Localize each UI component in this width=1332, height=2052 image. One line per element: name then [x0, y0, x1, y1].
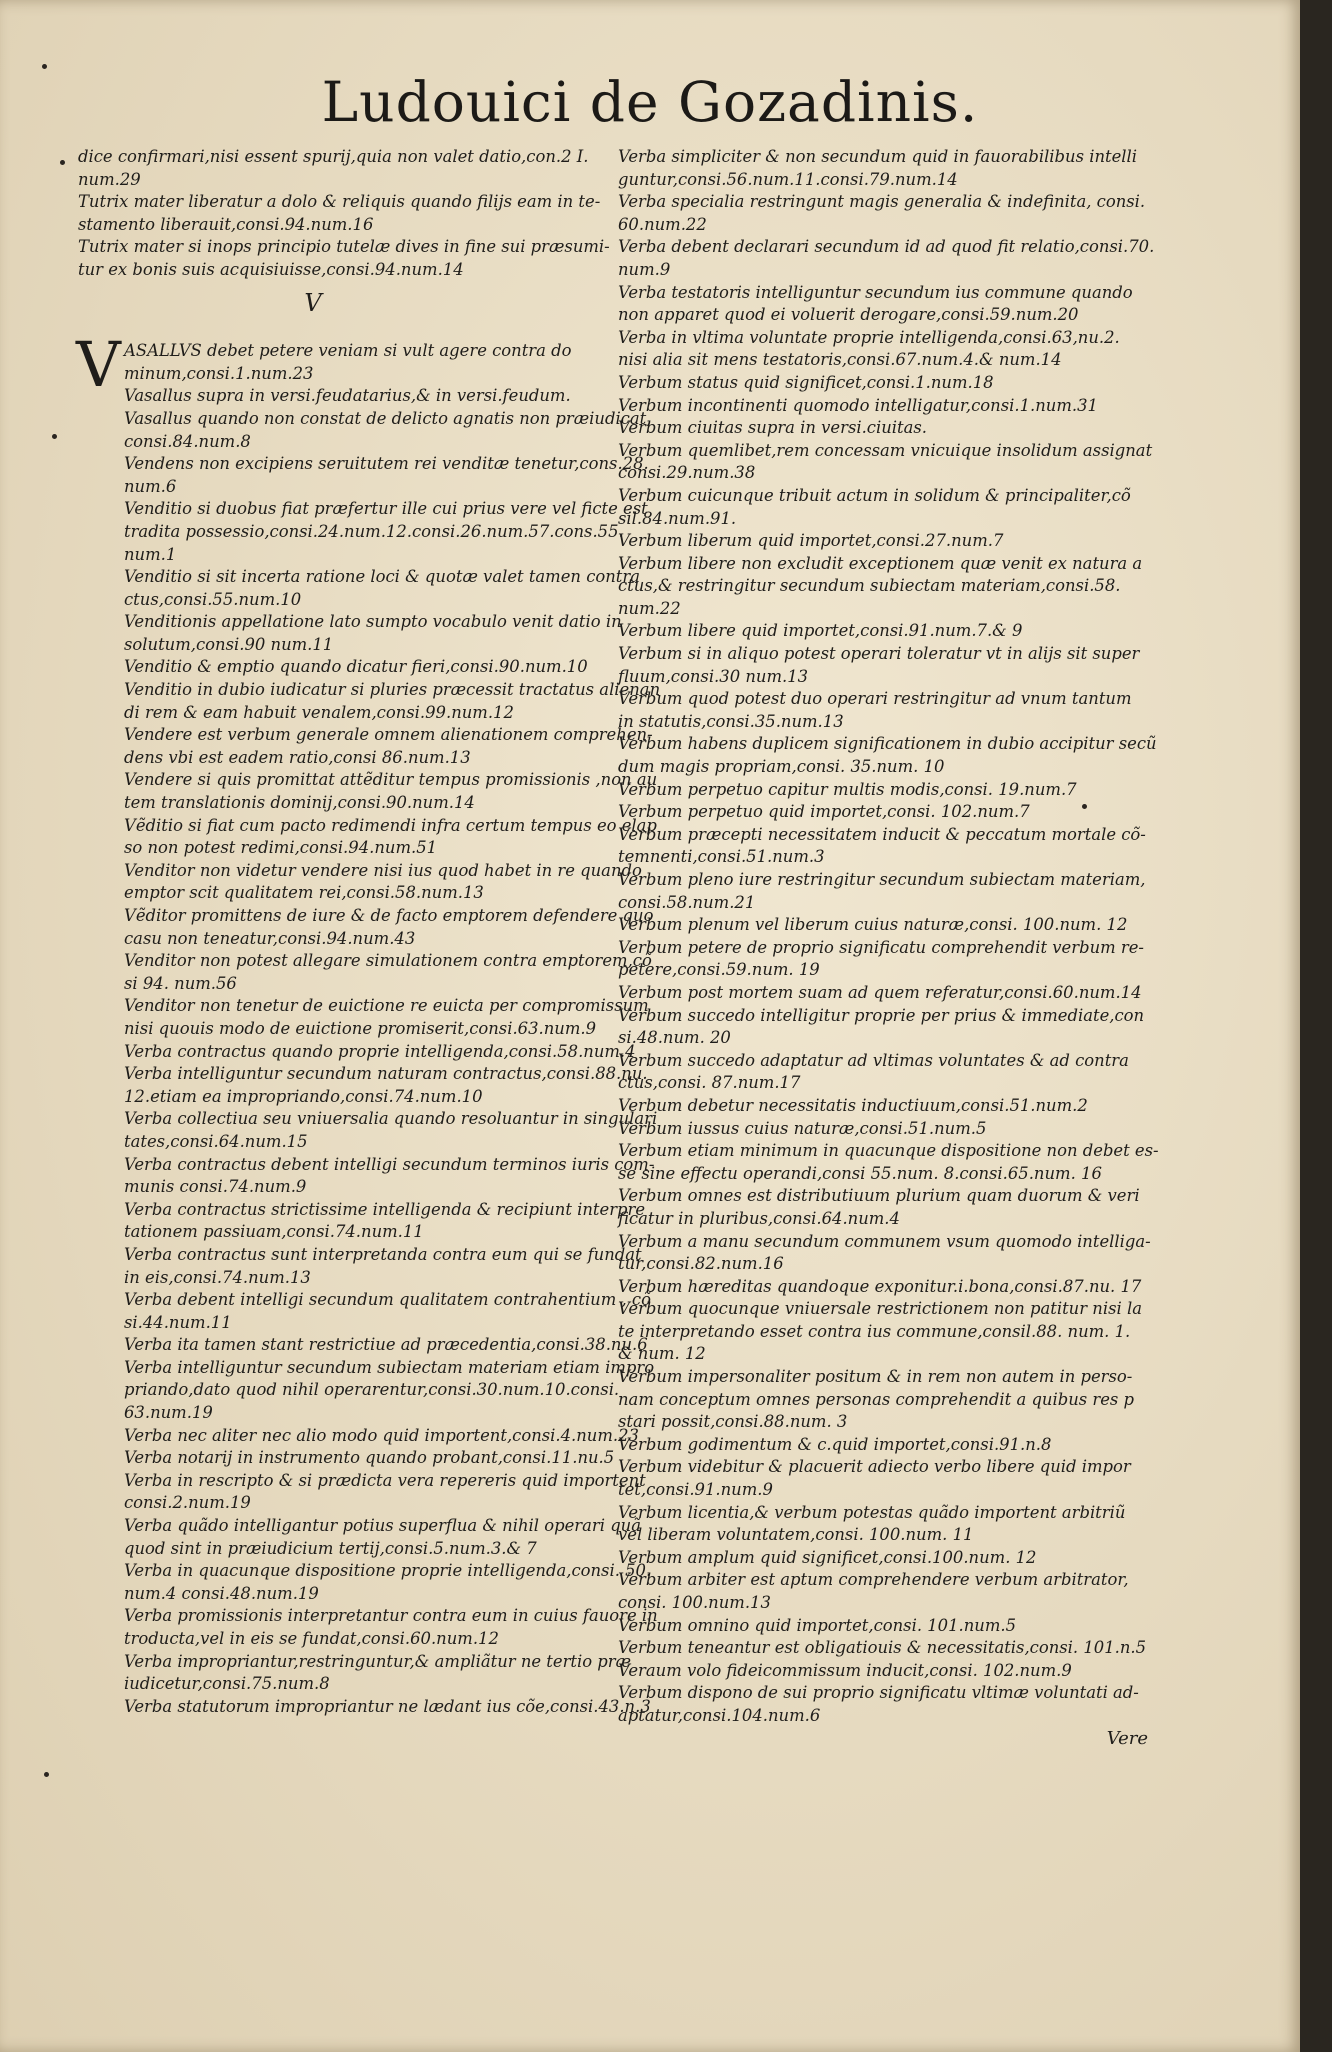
- index-line: Verba contractus debent intelligi secundum terminos iuris com-: [124, 1154, 655, 1174]
- index-line: Verbum quocunque vniuersale restrictionem non patitur nisi la: [618, 1299, 1142, 1319]
- index-line: Verbum arbiter est aptum comprehendere verbum arbitrator,: [618, 1570, 1129, 1590]
- index-line: Verbum impersonaliter positum & in rem non autem in perso-: [618, 1367, 1133, 1387]
- index-line: Veraum volo fideicommissum inducit,consi. 102.num.9: [618, 1660, 1072, 1680]
- index-line: Verba specialia restringunt magis generalia & indefinita, consi.: [618, 192, 1146, 212]
- running-head: Ludouici de Gozadinis.: [321, 70, 979, 134]
- index-line: ctus,consi.55.num.10: [124, 589, 302, 609]
- index-line: troducta,vel in eis se fundat,consi.60.num.12: [124, 1629, 499, 1648]
- index-line: tates,consi.64.num.15: [124, 1131, 308, 1151]
- index-line: Verba intelliguntur secundum subiectam materiam etiam impro: [124, 1357, 655, 1377]
- index-line: te interpretando esset contra ius commune,consil.88. num. 1.: [618, 1321, 1131, 1341]
- index-line: Verbum libere quid importet,consi.91.num.7.& 9: [618, 621, 1023, 641]
- index-line: Verba quãdo intelligantur potius superflua & nihil operari quã: [124, 1516, 642, 1536]
- index-line: Tutrix mater liberatur a dolo & reliquis quando filijs eam in te-: [78, 192, 601, 212]
- index-line: Verba notarij in instrumento quando probant,consi.11.nu.5: [124, 1448, 615, 1468]
- index-line: fluum,consi.30 num.13: [618, 666, 809, 686]
- index-line: num.22: [618, 598, 681, 618]
- index-line: tationem passiuam,consi.74.num.11: [124, 1222, 424, 1242]
- index-line: in statutis,consi.35.num.13: [618, 711, 844, 731]
- index-line: minum,consi.1.num.23: [124, 363, 314, 383]
- index-line: tur,consi.82.num.16: [618, 1254, 784, 1274]
- right-column: [618, 146, 1158, 1750]
- index-line: Vasallus supra in versi.feudatarius,& in versi.feudum.: [124, 386, 571, 406]
- index-line: tradita possessio,consi.24.num.12.consi.26.num.57.cons.55.: [124, 521, 624, 541]
- index-line: quod sint in præiudicium tertij,consi.5.num.3.& 7: [124, 1538, 537, 1558]
- index-line: Verba simpliciter & non secundum quid in fauorabilibus intelli: [618, 147, 1138, 166]
- index-line: Verbum succedo adaptatur ad vltimas voluntates & ad contra: [618, 1050, 1129, 1070]
- index-line: Verbum debetur necessitatis inductiuum,consi.51.num.2: [618, 1095, 1088, 1115]
- index-line: consi.2.num.19: [124, 1493, 251, 1513]
- index-line: Verbum post mortem suam ad quem referatur,consi.60.num.14: [618, 982, 1142, 1002]
- index-line: in eis,consi.74.num.13: [124, 1267, 311, 1287]
- index-line: Verba intelliguntur secundum naturam contractus,consi.88.nu.: [124, 1064, 648, 1084]
- index-line: Verba nec aliter nec alio modo quid importent,consi.4.num.23: [124, 1425, 639, 1445]
- index-line: priando,dato quod nihil operarentur,consi.30.num.10.consi.: [124, 1380, 620, 1400]
- index-line: Verba debent intelligi secundum qualitatem contrahentium , cõ: [124, 1290, 651, 1310]
- index-line: Verba ita tamen stant restrictiue ad præcedentia,consi.38.nu.6: [124, 1335, 648, 1355]
- index-line: so non potest redimi,consi.94.num.51: [124, 838, 438, 858]
- index-line: & num. 12: [618, 1344, 706, 1364]
- index-line: sil.84.num.91.: [618, 508, 737, 528]
- ink-speck: [60, 160, 65, 165]
- index-line: consi. 100.num.13: [618, 1593, 771, 1612]
- index-line: nam conceptum omnes personas comprehendit a quibus res p: [618, 1389, 1135, 1409]
- index-line: tet,consi.91.num.9: [618, 1480, 773, 1500]
- index-line: temnenti,consi.51.num.3: [618, 847, 825, 867]
- index-line: Vendens non excipiens seruitutem rei venditæ tenetur,cons.28.: [124, 454, 649, 474]
- index-line: Verba statutorum impropriantur ne lædant ius cõe,consi.43.n.3: [124, 1696, 651, 1716]
- index-line: Verba in rescripto & si prædicta vera repereris quid importent: [124, 1470, 646, 1490]
- drop-cap: V: [76, 328, 121, 402]
- index-line: si 94. num.56: [124, 973, 237, 993]
- index-line: stari possit,consi.88.num. 3: [618, 1412, 848, 1432]
- index-line: nisi alia sit mens testatoris,consi.67.num.4.& num.14: [618, 350, 1062, 370]
- index-line: ctus,& restringitur secundum subiectam materiam,consi.58.: [618, 576, 1121, 596]
- index-line: consi.84.num.8: [124, 431, 251, 451]
- index-line: Verba promissionis interpretantur contra eum in cuius fauore in: [124, 1606, 658, 1626]
- index-line: Verbum succedo intelligitur proprie per prius & immediate,con: [618, 1005, 1145, 1025]
- index-line: 63.num.19: [124, 1403, 213, 1423]
- ink-speck: [44, 1772, 49, 1777]
- index-line: Venditio & emptio quando dicatur fieri,consi.90.num.10: [124, 657, 588, 677]
- index-line: ficatur in pluribus,consi.64.num.4: [618, 1208, 900, 1228]
- index-line: Verba impropriantur,restringuntur,& ampliãtur ne tertio præ: [124, 1651, 632, 1671]
- index-line: Vasallus quando non constat de delicto agnatis non præiudicat,: [124, 408, 652, 428]
- index-line: Verbum omnino quid importet,consi. 101.num.5: [618, 1615, 1017, 1635]
- index-line: Verba contractus strictissime intelligenda & recipiunt interpre: [124, 1199, 646, 1219]
- index-line: vel liberam voluntatem,consi. 100.num. 11: [618, 1525, 974, 1545]
- index-line: Verbum status quid significet,consi.1.num.18: [618, 372, 994, 392]
- index-line: di rem & eam habuit venalem,consi.99.num.12: [124, 702, 514, 722]
- index-line: Vendere si quis promittat attẽditur tempus promissionis ,non au: [124, 770, 658, 790]
- index-line: iudicetur,consi.75.num.8: [124, 1674, 330, 1694]
- index-line: aptatur,consi.104.num.6: [618, 1705, 821, 1725]
- index-line: Verba debent declarari secundum id ad quod fit relatio,consi.70.: [618, 237, 1155, 257]
- index-line: 60.num.22: [618, 214, 707, 234]
- index-line: stamento liberauit,consi.94.num.16: [78, 214, 374, 234]
- index-line: Verbum godimentum & c.quid importet,consi.91.n.8: [618, 1434, 1052, 1454]
- section-letter: V: [304, 288, 322, 317]
- index-line: Verbum quemlibet,rem concessam vnicuique insolidum assignat: [618, 440, 1153, 460]
- index-line: Verbum omnes est distributiuum plurium quam duorum & veri: [618, 1186, 1140, 1206]
- index-line: tur ex bonis suis acquisiuisse,consi.94.num.14: [78, 259, 464, 279]
- right-entries: [618, 146, 1158, 1728]
- ink-speck: [1082, 804, 1087, 809]
- index-line: Verbum liberum quid importet,consi.27.num.7: [618, 531, 1004, 551]
- index-line: Verbum pleno iure restringitur secundum subiectam materiam,: [618, 870, 1146, 889]
- index-line: Verbum hæreditas quandoque exponitur.i.bona,consi.87.nu. 17: [618, 1276, 1142, 1296]
- index-line: ASALLVS debet petere veniam si vult agere contra do: [124, 341, 572, 361]
- index-line: si.44.num.11: [124, 1312, 232, 1332]
- ink-speck: [52, 434, 57, 439]
- index-line: nisi quouis modo de euictione promiserit,consi.63.num.9: [124, 1018, 597, 1038]
- index-line: consi.29.num.38: [618, 463, 756, 483]
- index-line: Verbum dispono de sui proprio significatu vltimæ voluntati ad-: [618, 1683, 1139, 1703]
- index-line: si.48.num. 20: [618, 1028, 731, 1048]
- index-line: munis consi.74.num.9: [124, 1177, 307, 1197]
- index-line: Verba contractus sunt interpretanda contra eum qui se fundat: [124, 1244, 642, 1264]
- index-line: casu non teneatur,consi.94.num.43: [124, 928, 416, 948]
- index-line: dens vbi est eadem ratio,consi 86.num.13: [124, 747, 471, 767]
- index-line: Verbum ciuitas supra in versi.ciuitas.: [618, 418, 928, 438]
- index-line: Verbum iussus cuius naturæ,consi.51.num.5: [618, 1118, 987, 1138]
- index-line: num.6: [124, 476, 177, 496]
- index-line: num.9: [618, 259, 671, 279]
- index-line: Venditor non tenetur de euictione re euicta per compromissum: [124, 996, 649, 1016]
- index-line: Venditio si duobus fiat præfertur ille cui prius vere vel ficte est: [124, 499, 648, 519]
- index-line: Verbum plenum vel liberum cuius naturæ,consi. 100.num. 12: [618, 915, 1128, 935]
- catchword: Vere: [1106, 1727, 1148, 1749]
- index-line: Venditio si sit incerta ratione loci & quotæ valet tamen contra: [124, 567, 640, 587]
- left-entries-top: [78, 146, 608, 282]
- ink-speck: [42, 64, 47, 69]
- index-line: Verba testatoris intelliguntur secundum ius commune quando: [618, 282, 1133, 302]
- index-line: ctus,consi. 87.num.17: [618, 1073, 801, 1093]
- index-line: Verbum quod potest duo operari restringitur ad vnum tantum: [618, 689, 1132, 709]
- index-line: num.29: [78, 169, 141, 189]
- index-line: petere,consi.59.num. 19: [618, 960, 820, 980]
- index-line: Verba contractus quando proprie intelligenda,consi.58.num.4: [124, 1041, 636, 1061]
- index-line: Verba collectiua seu vniuersalia quando resoluantur in singulari: [124, 1109, 658, 1129]
- index-line: num.1: [124, 544, 177, 564]
- index-line: Venditor non videtur vendere nisi ius quod habet in re quando: [124, 860, 642, 880]
- index-line: Verbum libere non excludit exceptionem quæ venit ex natura a: [618, 553, 1143, 573]
- index-line: Verba in vltima voluntate proprie intelligenda,consi.63,nu.2.: [618, 327, 1120, 347]
- index-line: Verba in quacunque dispositione proprie intelligenda,consi. 50.: [124, 1561, 652, 1581]
- index-line: Verbum cuicunque tribuit actum in solidum & principaliter,cõ: [618, 485, 1131, 505]
- page-edge: [1300, 0, 1332, 2052]
- index-line: consi.58.num.21: [618, 892, 756, 912]
- index-line: Vendere est verbum generale omnem alienationem comprehen-: [124, 725, 653, 745]
- index-line: non apparet quod ei voluerit derogare,consi.59.num.20: [618, 305, 1079, 325]
- index-line: Verbum petere de proprio significatu comprehendit verbum re-: [618, 937, 1144, 957]
- index-line: Vẽditor promittens de iure & de facto emptorem defendere quo: [124, 906, 654, 925]
- index-line: Venditio in dubio iudicatur si pluries præcessit tractatus alienan: [124, 680, 661, 700]
- index-line: Verbum perpetuo capitur multis modis,consi. 19.num.7: [618, 779, 1077, 799]
- index-line: num.4 consi.48.num.19: [124, 1583, 319, 1603]
- index-line: Verbum licentia,& verbum potestas quãdo importent arbitriũ: [618, 1502, 1126, 1522]
- index-line: dice confirmari,nisi essent spurij,quia non valet datio,con.2 I.: [78, 147, 589, 166]
- index-line: emptor scit qualitatem rei,consi.58.num.13: [124, 883, 484, 903]
- index-line: Verbum perpetuo quid importet,consi. 102.num.7: [618, 802, 1030, 822]
- index-line: Verbum si in aliquo potest operari toleratur vt in alijs sit super: [618, 644, 1140, 664]
- index-line: Verbum teneantur est obligatiouis & necessitatis,consi. 101.n.5: [618, 1638, 1147, 1658]
- index-line: guntur,consi.56.num.11.consi.79.num.14: [618, 169, 958, 189]
- index-line: Venditionis appellatione lato sumpto vocabulo venit datio in: [124, 612, 622, 632]
- index-line: Tutrix mater si inops principio tutelæ dives in fine sui præsumi-: [78, 237, 610, 257]
- index-line: se sine effectu operandi,consi 55.num. 8.consi.65.num. 16: [618, 1163, 1102, 1183]
- index-line: Verbum præcepti necessitatem inducit & peccatum mortale cõ-: [618, 824, 1146, 844]
- index-line: Verbum a manu secundum communem vsum quomodo intelliga-: [618, 1231, 1151, 1251]
- index-line: Verbum etiam minimum in quacunque dispositione non debet es-: [618, 1141, 1159, 1161]
- index-line: dum magis propriam,consi. 35.num. 10: [618, 757, 945, 777]
- index-line: Vẽditio si fiat cum pacto redimendi infra certum tempus eo elap: [124, 815, 657, 835]
- index-line: Venditor non potest allegare simulationem contra emptorem,cõ: [124, 951, 652, 971]
- index-line: Verbum amplum quid significet,consi.100.num. 12: [618, 1547, 1037, 1567]
- index-line: Verbum videbitur & placuerit adiecto verbo libere quid impor: [618, 1457, 1131, 1477]
- index-line: solutum,consi.90 num.11: [124, 634, 334, 654]
- index-line: Verbum incontinenti quomodo intelligatur,consi.1.num.31: [618, 395, 1098, 415]
- index-line: tem translationis dominij,consi.90.num.14: [124, 793, 475, 813]
- index-line: Verbum habens duplicem significationem in dubio accipitur secũ: [618, 734, 1157, 754]
- index-line: 12.etiam ea impropriando,consi.74.num.10: [124, 1086, 483, 1106]
